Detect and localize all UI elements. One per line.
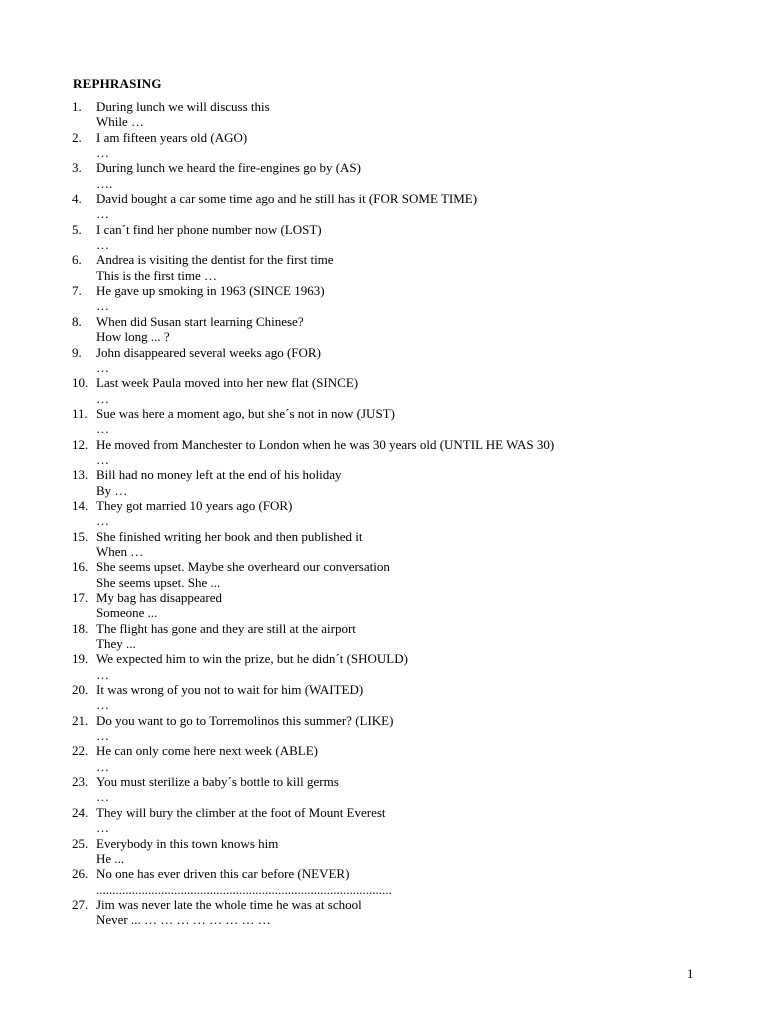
- exercise-number: 8.: [72, 313, 82, 329]
- exercise-prompt: No one has ever driven this car before (NEVER): [96, 866, 350, 882]
- exercise-item: [72, 222, 692, 253]
- exercise-prompt: My bag has disappeared: [96, 590, 222, 605]
- exercise-prompt: Everybody in this town knows him: [96, 835, 279, 851]
- worksheet-title: REPHRASING: [73, 75, 162, 91]
- exercise-prompt: Sue was here a moment ago, but she´s not in now (JUST): [96, 405, 395, 421]
- exercise-answer-stem: ….: [96, 175, 113, 191]
- exercise-prompt: Jim was never late the whole time he was at school: [96, 896, 362, 912]
- exercise-number: 18.: [72, 620, 89, 636]
- exercise-number: 20.: [72, 682, 89, 698]
- exercise-answer-stem: …: [96, 237, 109, 253]
- exercise-item: [72, 743, 692, 774]
- exercise-item: [72, 529, 692, 560]
- exercise-number: 16.: [72, 559, 89, 575]
- exercise-number: 23.: [72, 774, 89, 790]
- exercise-item: [72, 805, 692, 836]
- exercise-prompt: Andrea is visiting the dentist for the first time: [96, 252, 334, 268]
- exercise-answer-stem: …: [96, 421, 109, 437]
- rephrasing-exercise-list: [72, 99, 692, 928]
- exercise-item: [72, 375, 692, 406]
- exercise-item: [72, 682, 692, 713]
- exercise-number: 1.: [72, 99, 82, 114]
- exercise-prompt: I am fifteen years old (AGO): [96, 129, 248, 145]
- exercise-prompt: It was wrong of you not to wait for him (WAITED): [96, 682, 364, 698]
- exercise-prompt: The flight has gone and they are still at the airport: [96, 620, 356, 636]
- exercise-number: 12.: [72, 436, 89, 452]
- exercise-answer-stem: By …: [96, 482, 128, 498]
- exercise-prompt: She finished writing her book and then published it: [96, 528, 363, 544]
- exercise-prompt: She seems upset. Maybe she overheard our conversation: [96, 559, 390, 575]
- exercise-number: 6.: [72, 252, 82, 268]
- exercise-item: [72, 406, 692, 437]
- exercise-answer-stem: …: [96, 145, 109, 161]
- exercise-item: [72, 590, 692, 621]
- exercise-answer-stem: She seems upset. She ...: [96, 574, 221, 590]
- exercise-number: 4.: [72, 191, 82, 207]
- exercise-prompt: He can only come here next week (ABLE): [96, 743, 318, 759]
- exercise-item: [72, 130, 692, 161]
- exercise-number: 10.: [72, 375, 89, 391]
- exercise-number: 21.: [72, 712, 89, 728]
- page-number: 1: [687, 966, 694, 981]
- exercise-answer-stem: …: [96, 206, 109, 222]
- exercise-item: [72, 713, 692, 744]
- exercise-number: 3.: [72, 160, 82, 176]
- exercise-item: [72, 559, 692, 590]
- exercise-answer-stem: This is the first time …: [96, 267, 217, 283]
- exercise-number: 7.: [72, 283, 82, 299]
- exercise-answer-stem: Never ... … … … … … … … …: [96, 912, 271, 928]
- exercise-number: 14.: [72, 497, 89, 513]
- exercise-number: 15.: [72, 528, 89, 544]
- exercise-answer-stem: When …: [96, 543, 144, 559]
- exercise-item: [72, 467, 692, 498]
- exercise-answer-stem: …: [96, 359, 109, 375]
- exercise-number: 9.: [72, 344, 82, 360]
- exercise-prompt: Do you want to go to Torremolinos this summer? (LIKE): [96, 712, 394, 728]
- exercise-number: 22.: [72, 743, 89, 759]
- exercise-item: [72, 621, 692, 652]
- exercise-number: 13.: [72, 467, 89, 483]
- exercise-prompt: They got married 10 years ago (FOR): [96, 497, 293, 513]
- exercise-prompt: When did Susan start learning Chinese?: [96, 313, 304, 329]
- exercise-number: 27.: [72, 896, 89, 912]
- exercise-prompt: I can´t find her phone number now (LOST): [96, 221, 322, 237]
- exercise-answer-stem: He ...: [96, 850, 125, 866]
- exercise-answer-stem: …: [96, 666, 109, 682]
- exercise-prompt: During lunch we will discuss this: [96, 99, 270, 114]
- exercise-item: [72, 774, 692, 805]
- exercise-prompt: Last week Paula moved into her new flat (SINCE): [96, 375, 359, 391]
- exercise-item: [72, 897, 692, 928]
- exercise-number: 26.: [72, 866, 89, 882]
- exercise-answer-stem: Someone ...: [96, 605, 158, 621]
- exercise-answer-stem: …: [96, 298, 109, 314]
- exercise-answer-stem: …: [96, 697, 109, 713]
- exercise-number: 25.: [72, 835, 89, 851]
- exercise-prompt: He moved from Manchester to London when he was 30 years old (UNTIL HE WAS 30): [96, 436, 555, 452]
- exercise-number: 2.: [72, 129, 82, 145]
- exercise-answer-stem: …: [96, 513, 109, 529]
- exercise-answer-stem: They ...: [96, 636, 136, 652]
- exercise-prompt: We expected him to win the prize, but he didn´t (SHOULD): [96, 651, 408, 667]
- exercise-number: 24.: [72, 804, 89, 820]
- exercise-item: [72, 314, 692, 345]
- exercise-item: [72, 651, 692, 682]
- exercise-answer-stem: ...........................................................................................: [96, 881, 392, 897]
- exercise-item: [72, 498, 692, 529]
- exercise-answer-stem: …: [96, 451, 109, 467]
- exercise-item: [72, 836, 692, 867]
- exercise-answer-stem: How long ... ?: [96, 329, 170, 345]
- exercise-answer-stem: …: [96, 820, 109, 836]
- exercise-item: [72, 345, 692, 376]
- exercise-answer-stem: While …: [96, 114, 145, 130]
- exercise-item: [72, 437, 692, 468]
- exercise-answer-stem: …: [96, 758, 109, 774]
- exercise-prompt: You must sterilize a baby´s bottle to kill germs: [96, 774, 339, 790]
- exercise-number: 17.: [72, 590, 89, 605]
- exercise-prompt: They will bury the climber at the foot of Mount Everest: [96, 804, 386, 820]
- exercise-number: 19.: [72, 651, 89, 667]
- exercise-prompt: David bought a car some time ago and he still has it (FOR SOME TIME): [96, 191, 478, 207]
- exercise-item: [72, 252, 692, 283]
- exercise-answer-stem: …: [96, 789, 109, 805]
- exercise-answer-stem: …: [96, 390, 109, 406]
- exercise-prompt: John disappeared several weeks ago (FOR): [96, 344, 321, 360]
- exercise-item: [72, 283, 692, 314]
- exercise-number: 11.: [72, 405, 88, 421]
- exercise-prompt: Bill had no money left at the end of his holiday: [96, 467, 342, 483]
- exercise-prompt: During lunch we heard the fire-engines go by (AS): [96, 160, 361, 176]
- exercise-item: [72, 191, 692, 222]
- exercise-item: [72, 99, 692, 130]
- exercise-answer-stem: …: [96, 728, 109, 744]
- exercise-item: [72, 866, 692, 897]
- exercise-number: 5.: [72, 221, 82, 237]
- exercise-item: [72, 160, 692, 191]
- exercise-prompt: He gave up smoking in 1963 (SINCE 1963): [96, 283, 325, 299]
